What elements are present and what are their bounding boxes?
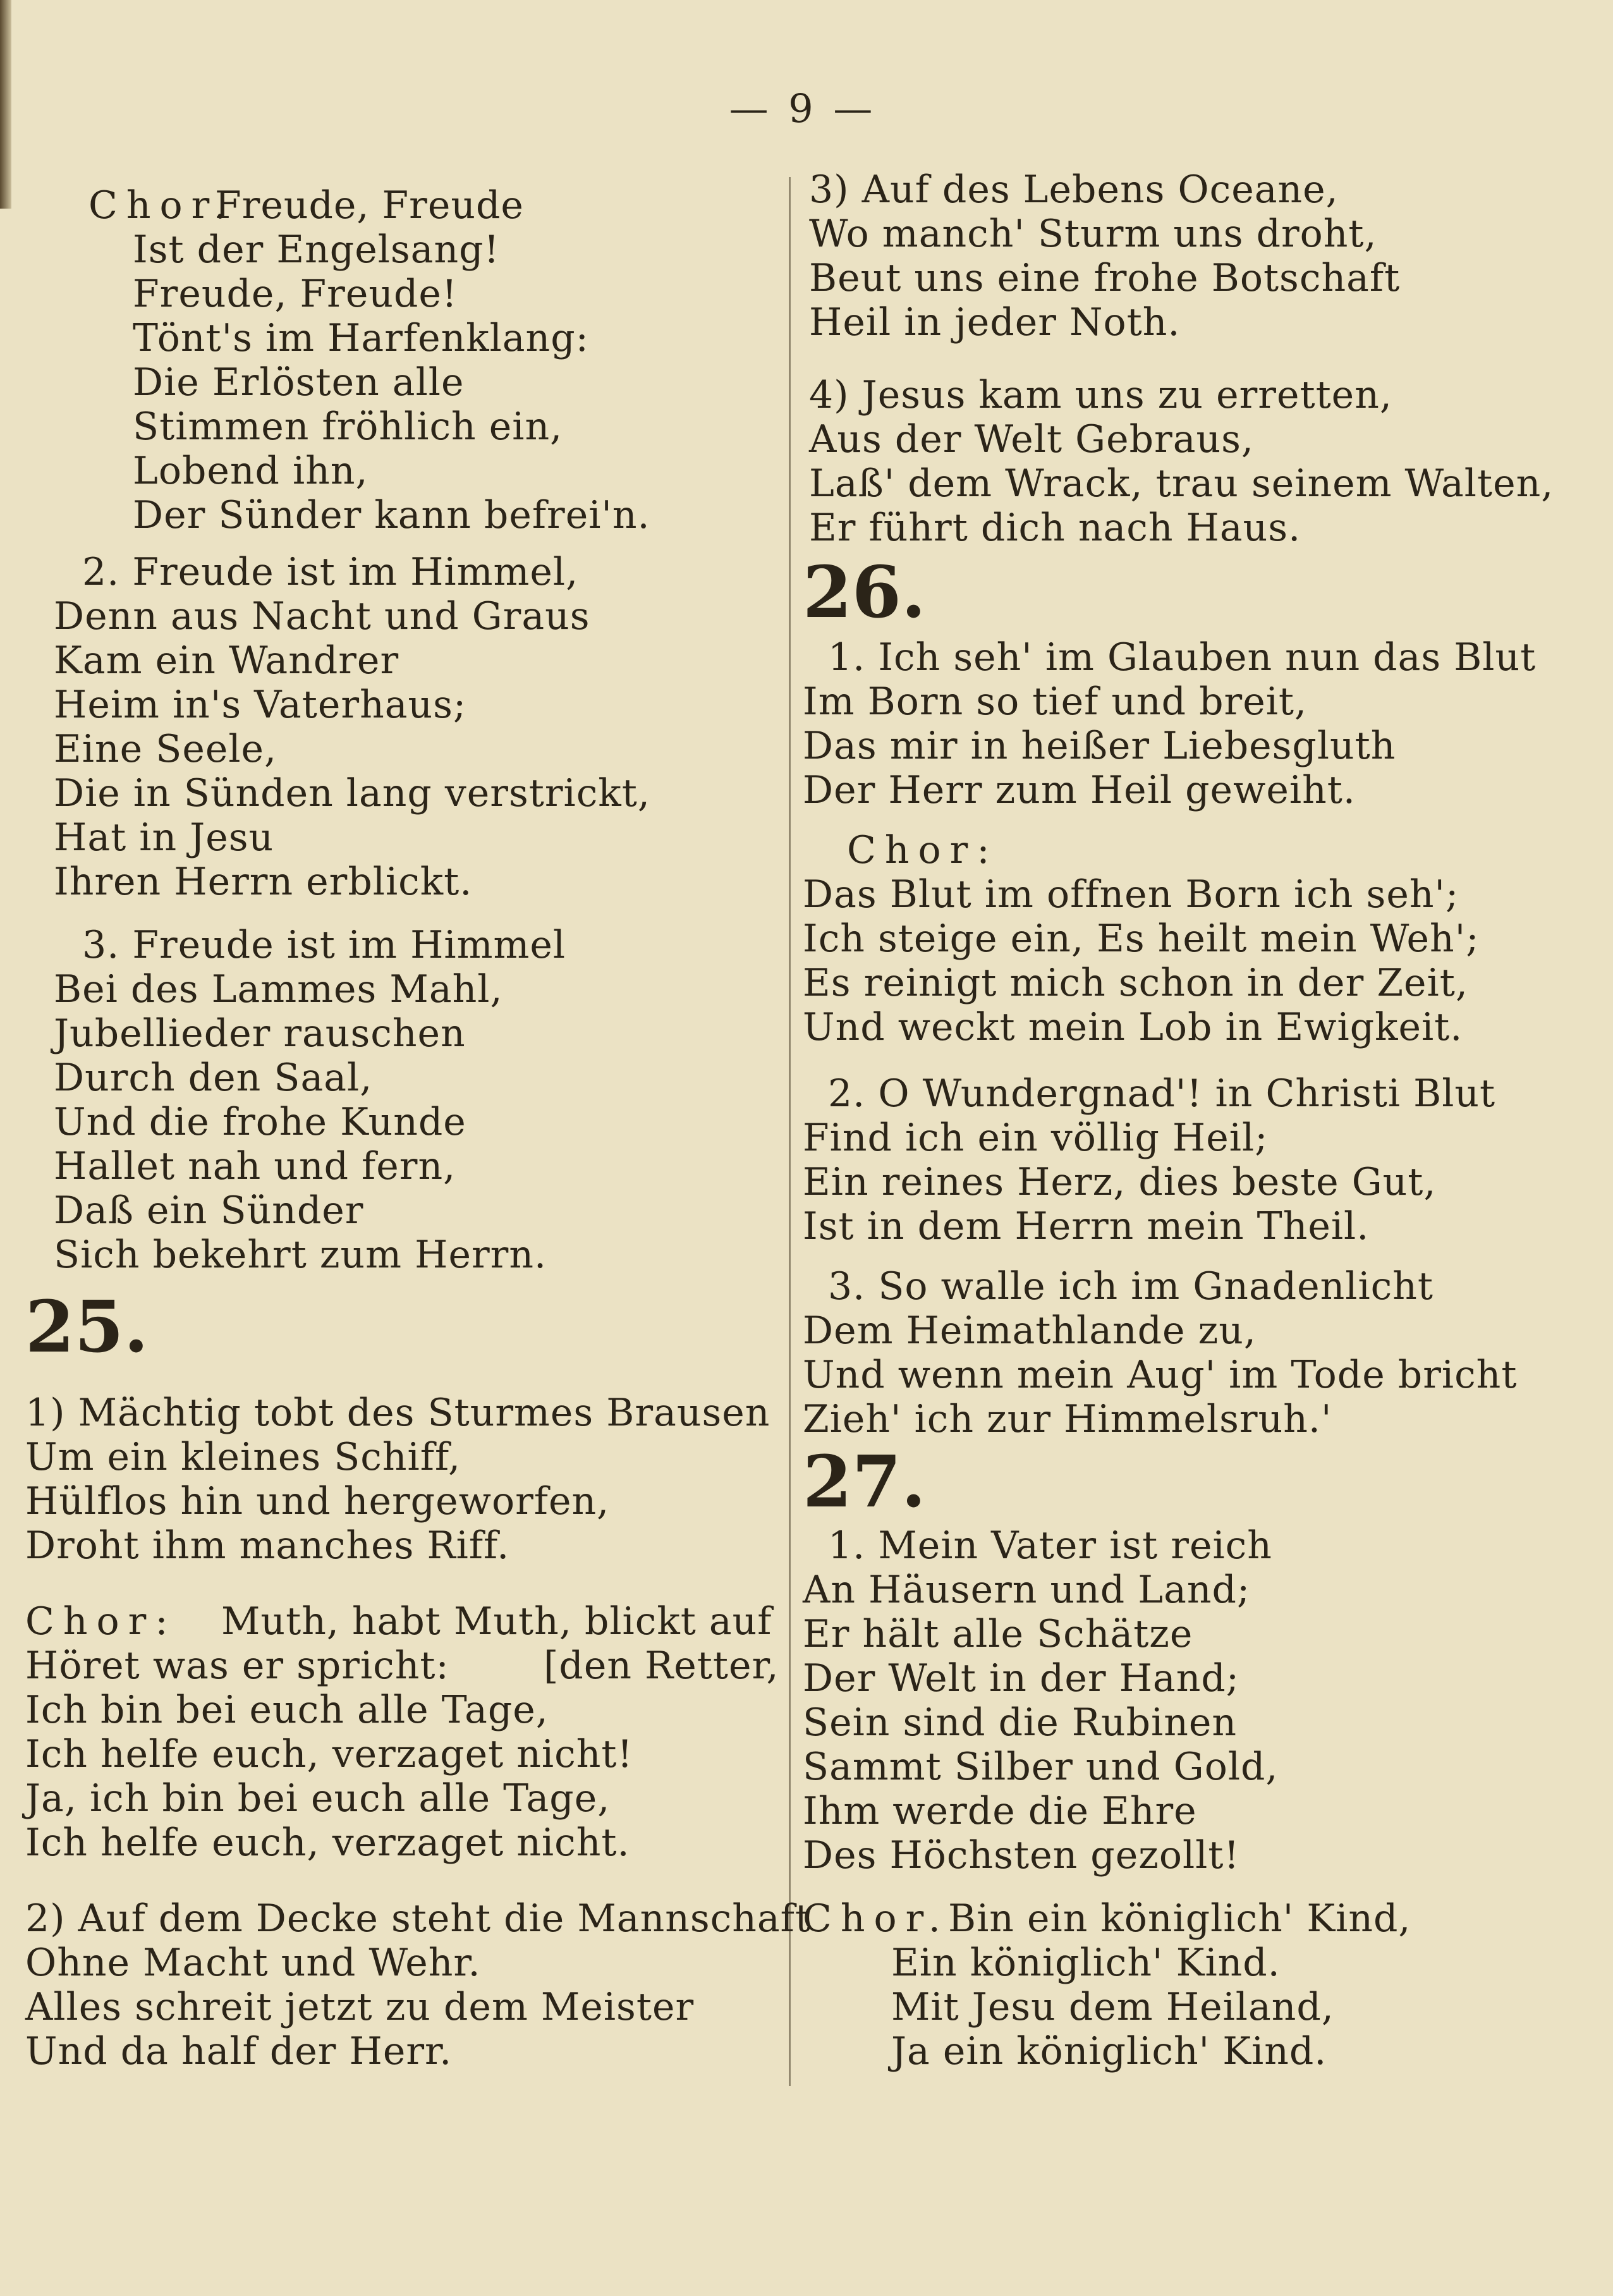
- hymn-number: 25.: [25, 1286, 149, 1369]
- verse-line: Alles schreit jetzt zu dem Meister: [25, 1985, 695, 2029]
- chorus-line: Freude, Freude!: [133, 272, 458, 316]
- verse-line: Jubellieder rauschen: [54, 1011, 466, 1056]
- chorus-line: Und weckt mein Lob in Ewigkeit.: [803, 1005, 1463, 1049]
- verse-line: Beut uns eine frohe Botschaft: [809, 256, 1401, 300]
- chorus-line: Ja, ich bin bei euch alle Tage,: [25, 1776, 611, 1821]
- verse-line: Und die frohe Kunde: [54, 1100, 466, 1144]
- chorus-line: Freude, Freude: [215, 183, 524, 228]
- verse-line: Hallet nah und fern,: [54, 1144, 456, 1188]
- chorus-line: Muth, habt Muth, blickt auf: [221, 1599, 772, 1644]
- verse-line: Er führt dich nach Haus.: [809, 506, 1301, 550]
- verse-line: Durch den Saal,: [54, 1056, 373, 1100]
- verse-line: Zieh' ich zur Himmelsruh.': [803, 1397, 1332, 1441]
- verse-line: 2. O Wundergnad'! in Christi Blut: [828, 1072, 1496, 1116]
- hymn-number: 27.: [803, 1441, 926, 1524]
- verse-line: Denn aus Nacht und Graus: [54, 594, 590, 638]
- verse-line: 3) Auf des Lebens Oceane,: [809, 168, 1339, 212]
- chorus-label: Chor:: [25, 1599, 177, 1644]
- chorus-line-continuation: [den Retter,: [544, 1644, 779, 1688]
- verse-line: Bei des Lammes Mahl,: [54, 967, 503, 1011]
- chorus-line: Das Blut im offnen Born ich seh';: [803, 872, 1459, 917]
- verse-line: Im Born so tief und breit,: [803, 680, 1308, 724]
- page-binding-edge: [0, 0, 11, 209]
- verse-line: Heil in jeder Noth.: [809, 300, 1181, 345]
- verse-line: Sammt Silber und Gold,: [803, 1745, 1279, 1789]
- verse-line: Droht ihm manches Riff.: [25, 1524, 510, 1568]
- verse-line: Und wenn mein Aug' im Tode bricht: [803, 1353, 1518, 1397]
- verse-line: 1) Mächtig tobt des Sturmes Brausen: [25, 1391, 770, 1435]
- verse-line: Um ein kleines Schiff,: [25, 1435, 461, 1479]
- chorus-label: Chor:: [847, 828, 999, 872]
- chorus-line: Es reinigt mich schon in der Zeit,: [803, 961, 1468, 1005]
- chorus-line: Der Sünder kann befrei'n.: [133, 493, 650, 537]
- verse-line: Der Welt in der Hand;: [803, 1656, 1239, 1701]
- chorus-label: Chor.: [88, 183, 235, 228]
- chorus-line: Die Erlösten alle: [133, 360, 465, 405]
- chorus-line: Ja ein königlich' Kind.: [891, 2029, 1327, 2073]
- verse-line: Ihren Herrn erblickt.: [54, 860, 473, 904]
- verse-line: Ein reines Herz, dies beste Gut,: [803, 1160, 1437, 1204]
- verse-line: 2. Freude ist im Himmel,: [82, 550, 579, 594]
- verse-line: An Häusern und Land;: [803, 1568, 1251, 1612]
- chorus-line: Lobend ihn,: [133, 449, 368, 493]
- verse-line: 4) Jesus kam uns zu erretten,: [809, 373, 1392, 417]
- verse-line: 3. Freude ist im Himmel: [82, 923, 566, 967]
- verse-line: Wo manch' Sturm uns droht,: [809, 212, 1377, 256]
- verse-line: 3. So walle ich im Gnadenlicht: [828, 1264, 1434, 1309]
- verse-line: Und da half der Herr.: [25, 2029, 453, 2073]
- verse-line: 1. Mein Vater ist reich: [828, 1524, 1272, 1568]
- verse-line: Find ich ein völlig Heil;: [803, 1116, 1269, 1160]
- chorus-line: Ich bin bei euch alle Tage,: [25, 1688, 549, 1732]
- verse-line: Ist in dem Herrn mein Theil.: [803, 1204, 1370, 1249]
- verse-line: Der Herr zum Heil geweiht.: [803, 768, 1356, 812]
- chorus-line: Ist der Engelsang!: [133, 228, 500, 272]
- verse-line: 2) Auf dem Decke steht die Mannschaft: [25, 1896, 811, 1941]
- verse-line: Hat in Jesu: [54, 815, 274, 860]
- verse-line: Dem Heimathlande zu,: [803, 1309, 1257, 1353]
- verse-line: Eine Seele,: [54, 727, 277, 771]
- verse-line: Kam ein Wandrer: [54, 638, 399, 683]
- chorus-line: Ich steige ein, Es heilt mein Weh';: [803, 917, 1480, 961]
- chorus-line: Bin ein königlich' Kind,: [948, 1896, 1411, 1941]
- verse-line: Das mir in heißer Liebesgluth: [803, 724, 1396, 768]
- verse-line: Des Höchsten gezollt!: [803, 1833, 1240, 1878]
- chorus-label: Chor.: [803, 1896, 949, 1941]
- chorus-line: Höret was er spricht:: [25, 1644, 449, 1688]
- hymn-number: 26.: [803, 551, 926, 634]
- chorus-line: Ich helfe euch, verzaget nicht.: [25, 1821, 630, 1865]
- verse-line: Heim in's Vaterhaus;: [54, 683, 467, 727]
- verse-line: Daß ein Sünder: [54, 1188, 364, 1233]
- chorus-line: Mit Jesu dem Heiland,: [891, 1985, 1334, 2029]
- chorus-line: Tönt's im Harfenklang:: [133, 316, 589, 360]
- verse-line: Sich bekehrt zum Herrn.: [54, 1233, 547, 1277]
- verse-line: Er hält alle Schätze: [803, 1612, 1193, 1656]
- chorus-line: Ich helfe euch, verzaget nicht!: [25, 1732, 633, 1776]
- verse-line: Aus der Welt Gebraus,: [809, 417, 1254, 461]
- verse-line: Hülflos hin und hergeworfen,: [25, 1479, 610, 1524]
- page-number: — 9 —: [729, 85, 877, 131]
- verse-line: Die in Sünden lang verstrickt,: [54, 771, 650, 815]
- chorus-line: Stimmen fröhlich ein,: [133, 405, 563, 449]
- verse-line: Sein sind die Rubinen: [803, 1701, 1238, 1745]
- verse-line: Ihm werde die Ehre: [803, 1789, 1197, 1833]
- chorus-line: Ein königlich' Kind.: [891, 1941, 1281, 1985]
- verse-line: 1. Ich seh' im Glauben nun das Blut: [828, 635, 1537, 680]
- verse-line: Laß' dem Wrack, trau seinem Walten,: [809, 461, 1554, 506]
- column-divider: [789, 177, 791, 2086]
- verse-line: Ohne Macht und Wehr.: [25, 1941, 481, 1985]
